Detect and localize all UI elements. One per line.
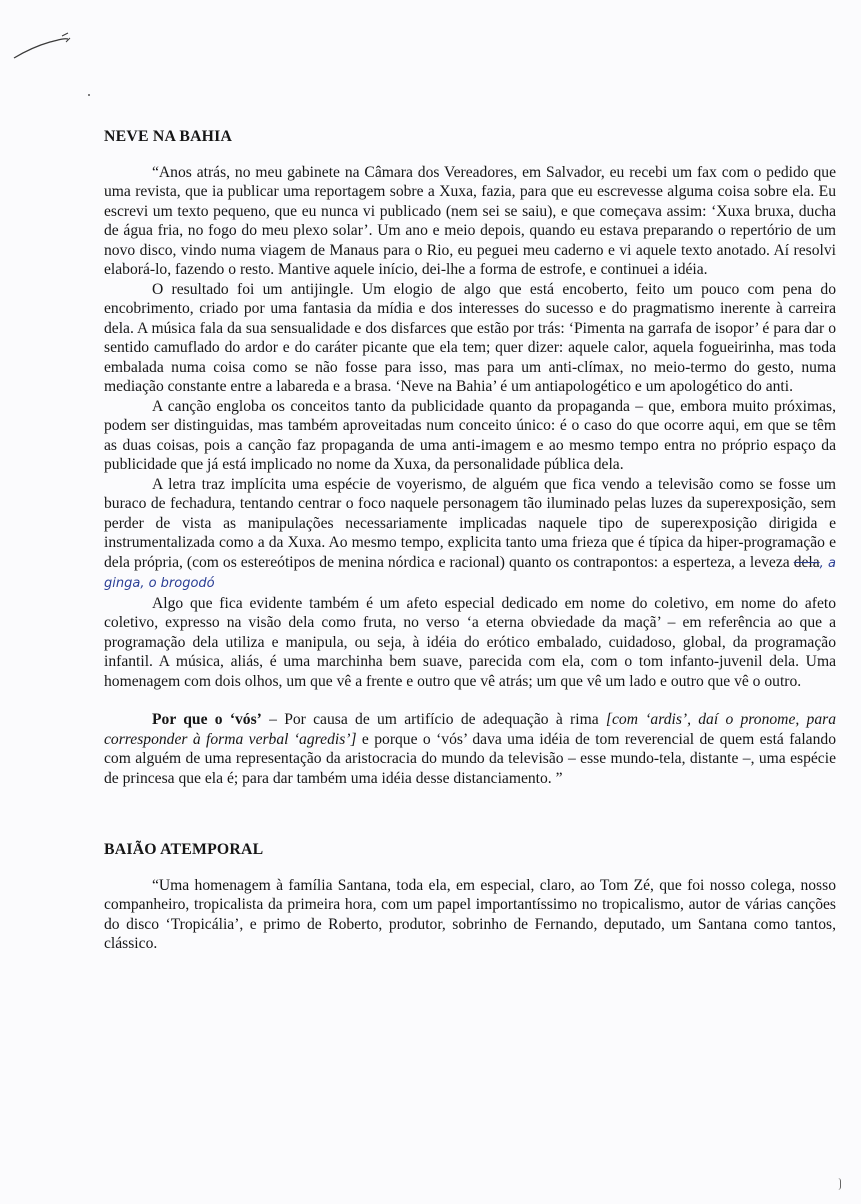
paragraph-por-que-vos [104, 710, 836, 788]
paragraph-text: A letra traz implícita uma espécie de voyerismo, de alguém que fica vendo a televisão como se fosse um buraco de fechadura, tentando centrar o foco naquele personagem tão iluminado pelas luzes da superexposição, sem perder de vista as manipulações necessariamente implicadas naquele tipo de superexposição dirigida e instrumentalizada como a da Xuxa. Ao mesmo tempo, explicita tanto uma frieza que é típica da hiper-programação e dela própria, (com os estereótipos de menina nórdica e racional) quanto os contrapontos: a esperteza, a leveza [104, 475, 836, 571]
paragraph: “Anos atrás, no meu gabinete na Câmara dos Vereadores, em Salvador, eu recebi um fax com o pedido que uma revista, que ia publicar uma reportagem sobre a Xuxa, fazia, para que eu escrevesse alguma coisa sobre ela. Eu escrevi um texto pequeno, que eu nunca vi publicado (nem sei se saiu), e que começava assim: ‘Xuxa bruxa, ducha de água fria, no fogo do meu plexo solar’. Um ano e meio depois, quando eu estava preparando o repertório de um novo disco, vindo numa viagem de Manaus para o Rio, eu peguei meu caderno e vi aquele texto anotado. Aí resolvi elaborá-lo, fazendo o resto. Mantive aquele início, dei-lhe a forma de estrofe, e continuei a idéia. [104, 163, 836, 278]
struck-word: dela [793, 553, 820, 571]
pen-scribble-mark [10, 30, 74, 70]
section-title-baiao-atemporal: BAIÃO ATEMPORAL [104, 841, 264, 858]
document-body [104, 127, 836, 954]
handwritten-annotation: , a ginga, o brogodó [104, 555, 837, 591]
stray-dot [88, 94, 90, 96]
section-title-neve-na-bahia: NEVE NA BAHIA [104, 128, 233, 145]
edge-mark [838, 1178, 841, 1190]
paragraph-lead-heading: Por que o ‘vós’ [152, 711, 262, 728]
paragraph-text: – Por causa de um artifício de adequação à rima [261, 711, 606, 728]
paragraph: “Uma homenagem à família Santana, toda ela, em especial, claro, ao Tom Zé, que foi nosso colega, nosso companheiro, tropicalista da primeira hora, com um papel importantíssimo no tropicalismo, autor de várias canções do disco ‘Tropicália’, e primo de Roberto, produtor, sobrinho de Fernando, deputado, um Santana como tantos, clássico. [104, 876, 836, 952]
paragraph-text: e porque o ‘vós’ dava uma idéia de tom reverencial de quem está falando com alguém de uma representação da aristocracia do mundo da televisão – esse mundo-tela, distante –, uma espécie de princesa que ela é; para dar também uma idéia desse distanciamento. ” [104, 730, 836, 787]
italic-note: [com ‘ardis’, daí o pronome, para corresponder à forma verbal ‘agredis’] [104, 711, 836, 748]
paragraph-with-annotation [104, 475, 836, 594]
paragraph: Algo que fica evidente também é um afeto especial dedicado em nome do coletivo, em nome do afeto coletivo, expresso na visão dela como fruta, no verso ‘a eterna obviedade da maçã’ – em referência ao que a programação dela utiliza e manipula, ou seja, à idéia do erótico embalado, cuidadoso, global, da programação infantil. A música, aliás, é uma marchinha bem suave, parecida com ela, com o tom infanto-juvenil dela. Uma homenagem com dois olhos, um que vê a frente e outro que vê atrás; um que vê um lado e outro que vê o outro. [104, 594, 836, 690]
paragraph: O resultado foi um antijingle. Um elogio de algo que está encoberto, feito um pouco com pena do encobrimento, criado por uma fantasia da mídia e dos interesses do sucesso e do pragmatismo inerente à carreira dela. A música fala da sua sensualidade e dos disfarces que estão por trás: ‘Pimenta na garrafa de isopor’ é para dar o sentido camuflado do ardor e do caráter picante que ela tem; quer dizer: aquele calor, aquela fogueirinha, mas toda embalada numa coisa como se não fosse para isso, mas para um anti-clímax, no meio-termo do gesto, numa mediação constante entre a labareda e a brasa. ‘Neve na Bahia’ é um antiapologético e um apologético do anti. [104, 280, 836, 395]
paragraph: A canção engloba os conceitos tanto da publicidade quanto da propaganda – que, embora muito próximas, podem ser distinguidas, mas também aproveitadas num conceito único: é o caso do que ocorre aqui, em que se têm as duas coisas, pois a canção faz propaganda de uma anti-imagem e ao mesmo tempo entra no próprio espaço da publicidade que já está implicado no nome da Xuxa, da personalidade pública dela. [104, 397, 836, 473]
